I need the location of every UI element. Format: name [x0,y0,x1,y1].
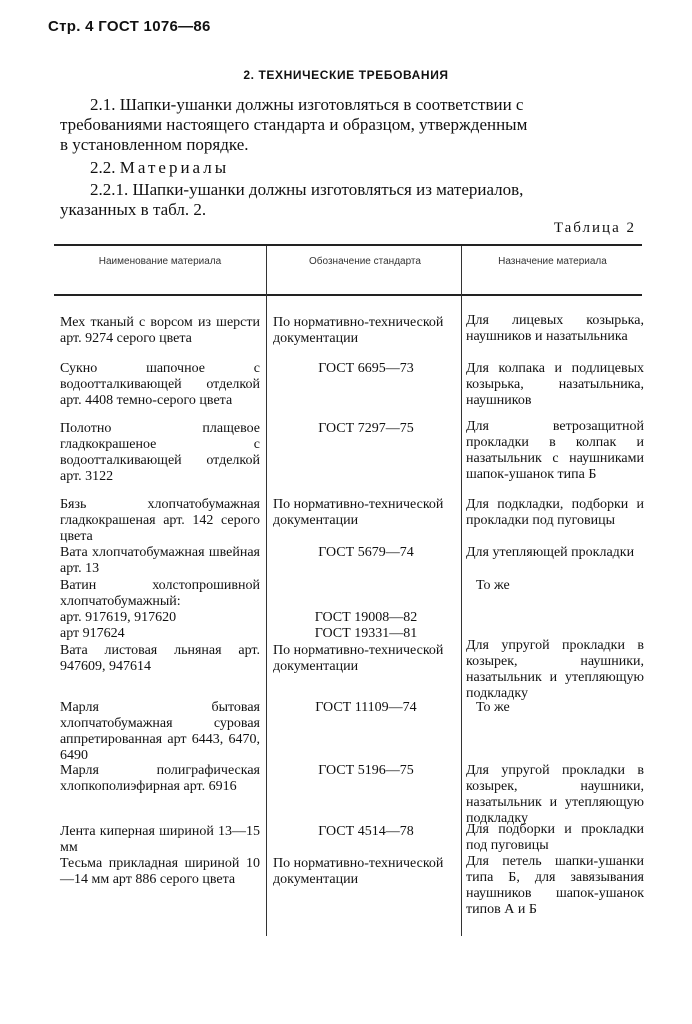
table-cell-purpose: Для ветрозащитной прокладки в колпак и назатыльник с наушниками шапок-ушанок типа Б [466,419,644,482]
table-cell-name: Тесьма прикладная шириной 10—14 мм арт 886 серого цвета [60,856,260,887]
table-cell-standard: По нормативно-технической документации [273,856,444,887]
table-cell-standard: ГОСТ 4514—78 [318,824,414,839]
table-cell-name: Вата листовая льняная арт. 947609, 947614 [60,643,260,674]
table-cell-purpose: Для лицевых козырька, наушников и назатыльника [466,313,644,344]
table-cell-purpose: Для петель шапки-ушанки типа Б, для завязывания наушников шапок-ушанок типов А и Б [466,854,644,917]
table-cell-purpose: Для подкладки, подборки и прокладки под пуговицы [466,497,644,528]
paragraph-2-1 [60,95,640,155]
table-cell-standard: ГОСТ 5679—74 [318,545,414,560]
column-header-name: Наименование материала [98,256,222,267]
p2-heading: Материалы [119,158,230,177]
table-cell-standard: ГОСТ 5196—75 [318,763,414,778]
table-cell-purpose: Для упругой прокладки в козырек, наушники, назатыльник и утепляющую подкладку [466,638,644,701]
table-cell-standard: ГОСТ 19008—82 [314,610,418,625]
column-header-purpose: Назначение материала [498,256,607,267]
p2-number: 2.2. [90,158,116,177]
table-header-rule [54,294,642,296]
table-cell-name: Полотно плащевое гладкокрашеное с водоотталкивающей отделкой арт. 3122 [60,421,260,484]
p1-line1: 2.1. Шапки-ушанки должны изготовляться в соответствии с [90,95,524,114]
paragraph-2-2 [60,158,640,178]
table-cell-standard: ГОСТ 19331—81 [314,626,418,641]
table-cell-name: Сукно шапочное с водоотталкивающей отделкой арт. 4408 темно-серого цвета [60,361,260,408]
column-divider-1 [266,246,267,936]
section-title: 2. ТЕХНИЧЕСКИЕ ТРЕБОВАНИЯ [243,68,449,82]
table-cell-standard: По нормативно-технической документации [273,643,444,674]
table-cell-standard: ГОСТ 6695—73 [318,361,414,376]
table-cell-name: Марля бытовая хлопчатобумажная суровая аппретированная арт 6443, 6470, 6490 [60,700,260,763]
p1-line3: в установленном порядке. [60,135,249,154]
column-divider-2 [461,246,462,936]
p3-line1: 2.2.1. Шапки-ушанки должны изготовляться из материалов, [90,180,524,199]
table-caption: Таблица 2 [553,220,636,236]
p1-line2: требованиями настоящего стандарта и образцом, утвержденным [60,115,528,134]
table-cell-name: арт. 917619, 917620 [60,610,177,625]
column-header-standard: Обозначение стандарта [309,256,421,267]
table-cell-name: Мех тканый с ворсом из шерсти арт. 9274 серого цвета [60,315,260,346]
table-cell-purpose: То же [476,700,510,715]
table-cell-name: Лента киперная шириной 13—15 мм [60,824,260,855]
table-cell-name: Марля полиграфическая хлопкополиэфирная арт. 6916 [60,763,260,794]
table-cell-standard: По нормативно-технической документации [273,497,444,528]
table-cell-standard: ГОСТ 7297—75 [318,421,414,436]
table-cell-standard: ГОСТ 11109—74 [315,700,417,715]
table-cell-purpose: Для утепляющей прокладки [466,545,635,560]
table-cell-standard: По нормативно-технической документации [273,315,444,346]
p3-line2: указанных в табл. 2. [60,200,207,219]
table-cell-purpose: Для подборки и прокладки под пуговицы [466,822,644,853]
table-cell-name: арт 917624 [60,626,125,641]
table-cell-name: Ватин холстопрошивной хлопчатобумажный: [60,578,260,609]
table-top-rule [54,244,642,246]
table-cell-purpose: Для упругой прокладки в козырек, наушники, назатыльник и утепляющую подкладку [466,763,644,826]
table-cell-name: Вата хлопчатобумажная швейная арт. 13 [60,545,260,576]
page-header: Стр. 4 ГОСТ 1076—86 [48,18,211,35]
table-cell-purpose: Для колпака и подлицевых козырька, назатыльника, наушников [466,361,644,408]
table-cell-purpose: То же [476,578,510,593]
paragraph-2-2-1 [60,180,640,220]
table-cell-name: Бязь хлопчатобумажная гладкокрашеная арт. 142 серого цвета [60,497,260,544]
